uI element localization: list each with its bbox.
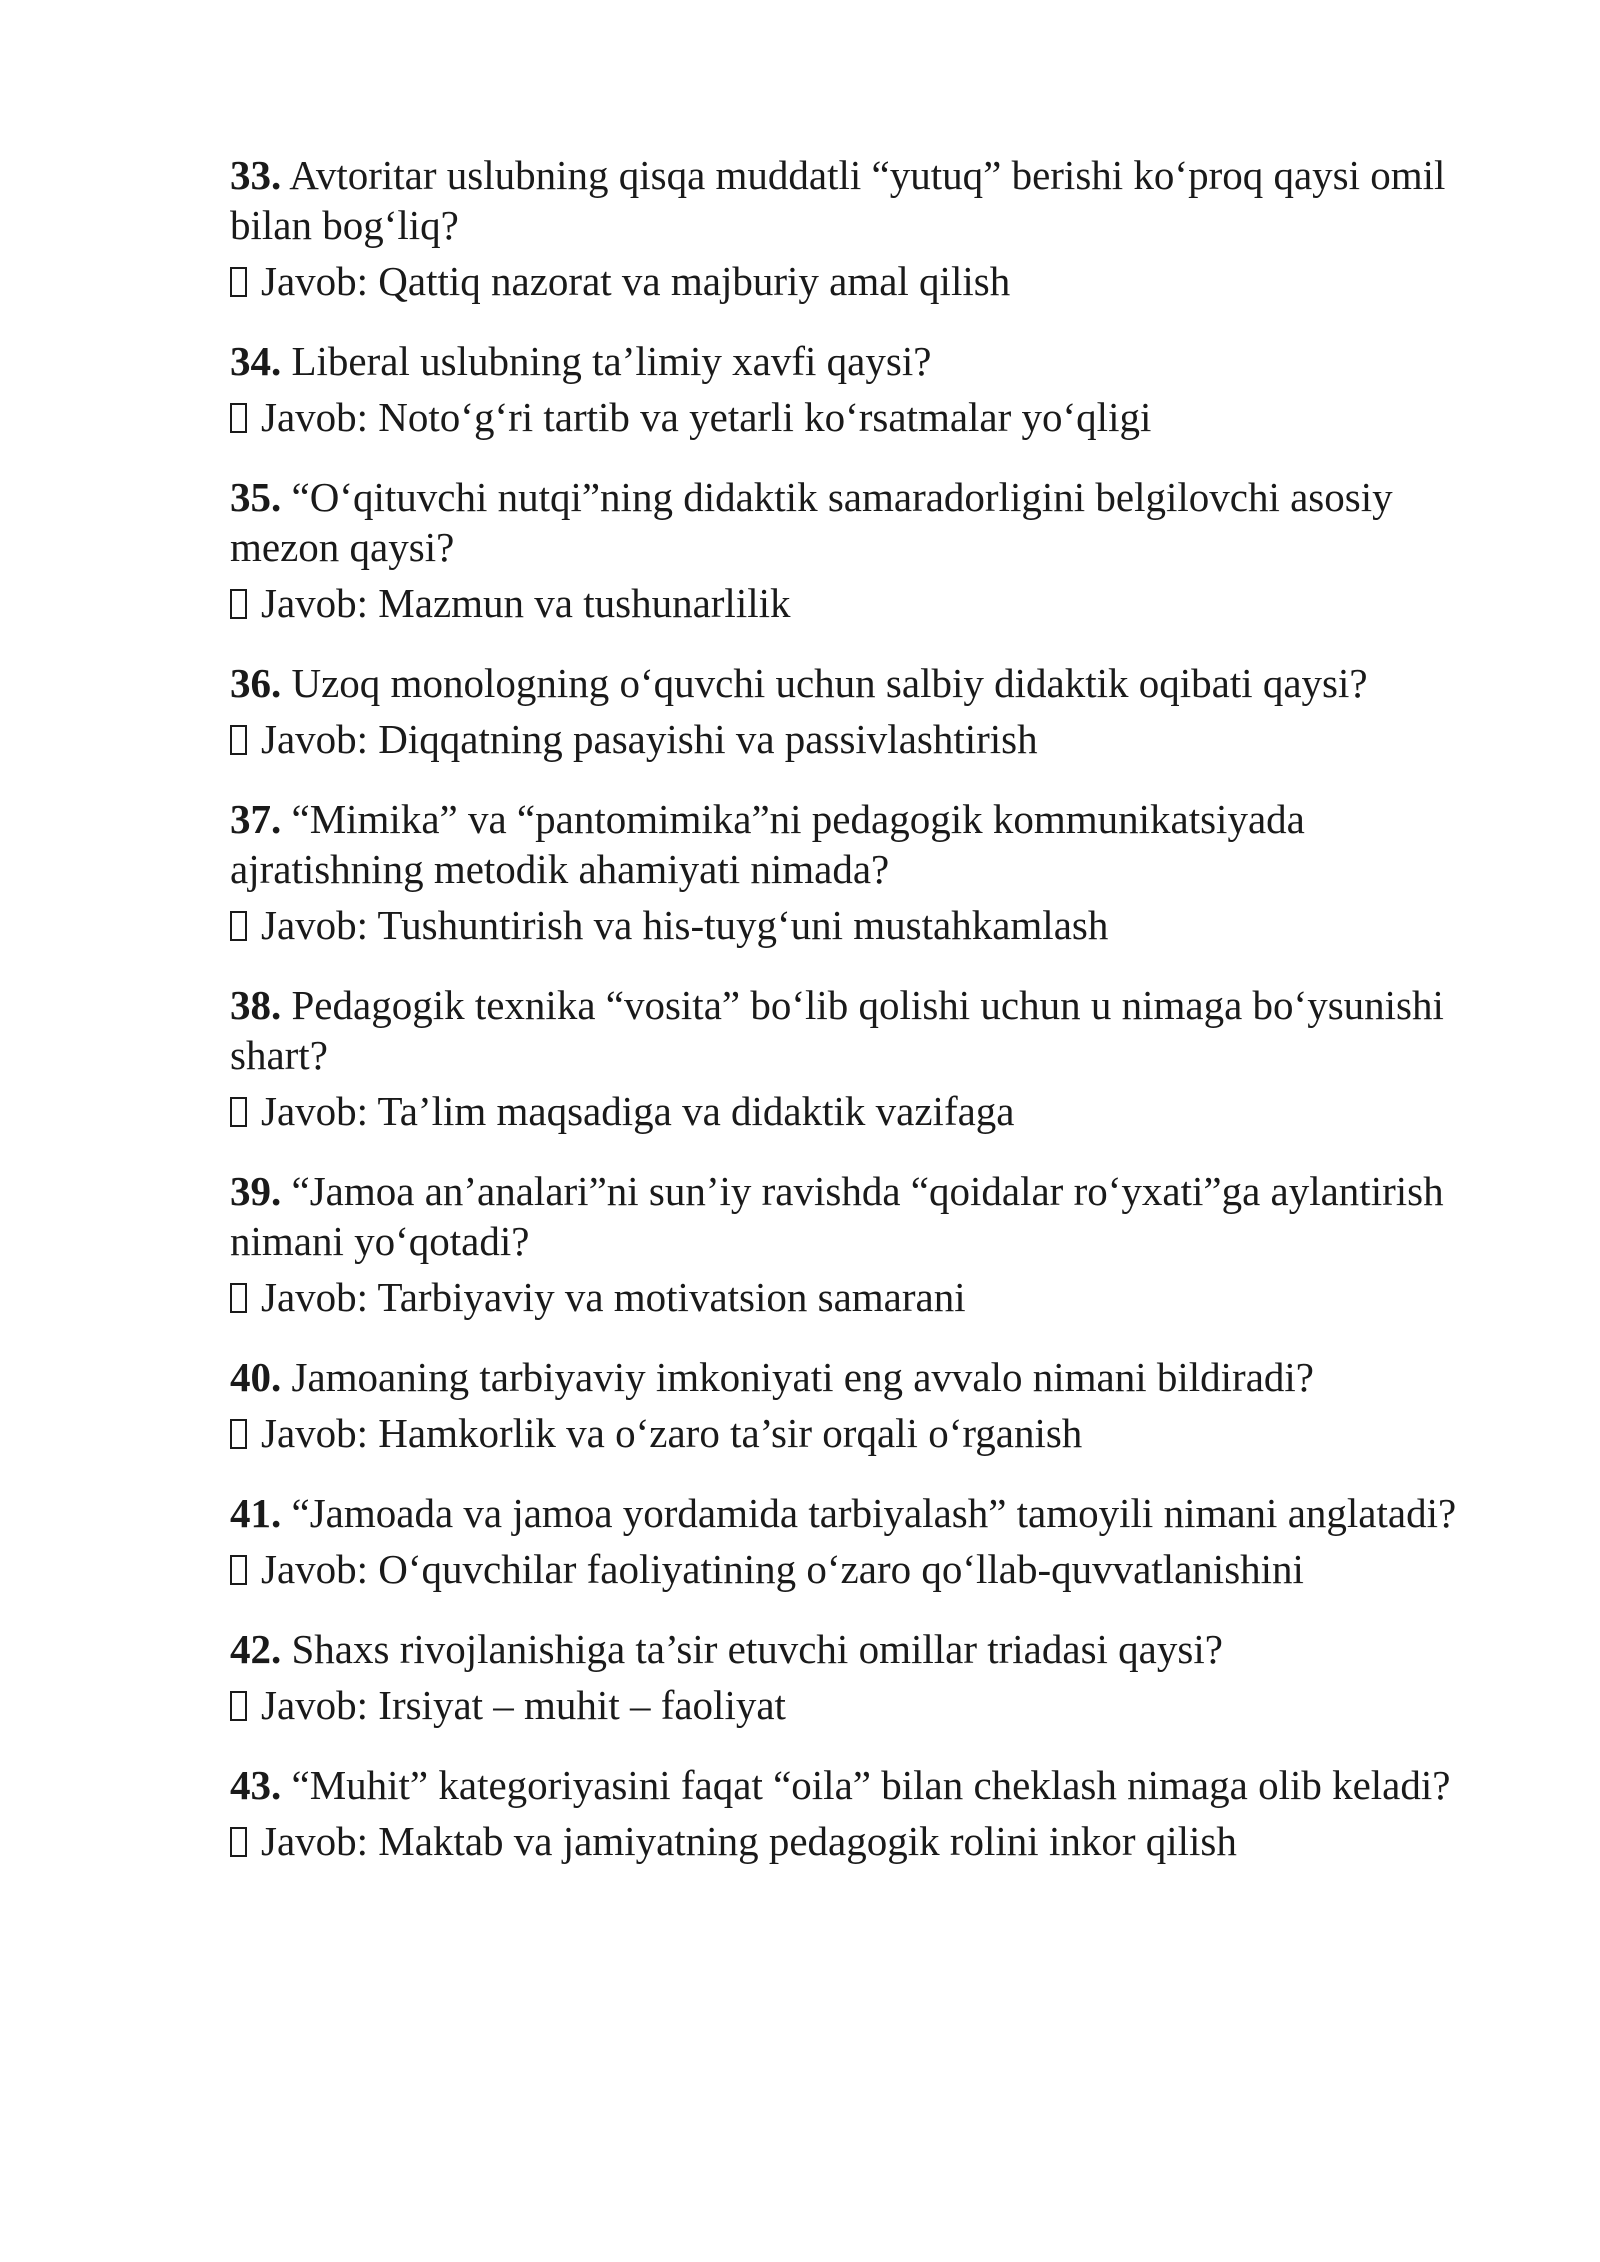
question-text [230,980,1470,1080]
question-body: “Muhit” kategoriyasini faqat “oila” bilan cheklash nimaga olib keladi? [291,1762,1451,1808]
question-text [230,1166,1470,1266]
question-number: 41. [230,1490,282,1536]
answer-line [230,1408,1470,1458]
question-item-37 [230,794,1470,950]
answer-text: Javob: Tarbiyaviy va motivatsion samarani [261,1274,966,1320]
question-body: Shaxs rivojlanishiga ta’sir etuvchi omillar triadasi qaysi? [291,1626,1223,1672]
missing-glyph-icon [230,1283,247,1313]
question-body: “Mimika” va “pantomimika”ni pedagogik kommunikatsiyada ajratishning metodik ahamiyati nimada? [230,796,1305,892]
question-number: 42. [230,1626,282,1672]
answer-text: Javob: Mazmun va tushunarlilik [261,580,791,626]
question-item-40 [230,1352,1470,1458]
question-text [230,1760,1470,1810]
question-number: 33. [230,152,282,198]
missing-glyph-icon [230,589,247,619]
question-item-35 [230,472,1470,628]
answer-line [230,1816,1470,1866]
answer-line [230,1544,1470,1594]
question-number: 36. [230,660,282,706]
question-text [230,336,1470,386]
question-item-42 [230,1624,1470,1730]
missing-glyph-icon [230,1827,247,1857]
question-item-34 [230,336,1470,442]
question-item-41 [230,1488,1470,1594]
question-item-36 [230,658,1470,764]
question-text [230,150,1470,250]
missing-glyph-icon [230,1097,247,1127]
question-body: Avtoritar uslubning qisqa muddatli “yutuq” berishi ko‘proq qaysi omil bilan bog‘liq? [230,152,1446,248]
answer-text: Javob: Qattiq nazorat va majburiy amal qilish [261,258,1011,304]
answer-line [230,714,1470,764]
answer-line [230,578,1470,628]
missing-glyph-icon [230,725,247,755]
question-text [230,1352,1470,1402]
answer-text: Javob: O‘quvchilar faoliyatining o‘zaro qo‘llab-quvvatlanishini [261,1546,1304,1592]
question-item-33 [230,150,1470,306]
question-number: 35. [230,474,282,520]
question-body: “Jamoada va jamoa yordamida tarbiyalash” tamoyili nimani anglatadi? [291,1490,1457,1536]
question-text [230,472,1470,572]
question-number: 43. [230,1762,282,1808]
answer-line [230,256,1470,306]
question-text [230,794,1470,894]
missing-glyph-icon [230,1419,247,1449]
document-page [230,150,1470,1896]
answer-text: Javob: Tushuntirish va his-tuyg‘uni mustahkamlash [261,902,1109,948]
question-body: “Jamoa an’analari”ni sun’iy ravishda “qoidalar ro‘yxati”ga aylantirish nimani yo‘qotadi? [230,1168,1444,1264]
answer-text: Javob: Ta’lim maqsadiga va didaktik vazifaga [261,1088,1015,1134]
question-body: Pedagogik texnika “vosita” bo‘lib qolishi uchun u nimaga bo‘ysunishi shart? [230,982,1444,1078]
answer-text: Javob: Diqqatning pasayishi va passivlashtirish [261,716,1038,762]
question-text [230,658,1470,708]
question-number: 40. [230,1354,282,1400]
answer-line [230,1272,1470,1322]
question-number: 39. [230,1168,282,1214]
answer-line [230,392,1470,442]
question-item-38 [230,980,1470,1136]
question-item-39 [230,1166,1470,1322]
answer-text: Javob: Noto‘g‘ri tartib va yetarli ko‘rsatmalar yo‘qligi [261,394,1152,440]
answer-line [230,1086,1470,1136]
question-body: Liberal uslubning ta’limiy xavfi qaysi? [291,338,932,384]
answer-line [230,900,1470,950]
missing-glyph-icon [230,403,247,433]
question-text [230,1488,1470,1538]
missing-glyph-icon [230,1691,247,1721]
question-body: Jamoaning tarbiyaviy imkoniyati eng avvalo nimani bildiradi? [291,1354,1314,1400]
answer-text: Javob: Irsiyat – muhit – faoliyat [261,1682,786,1728]
missing-glyph-icon [230,1555,247,1585]
question-number: 37. [230,796,282,842]
answer-text: Javob: Maktab va jamiyatning pedagogik rolini inkor qilish [261,1818,1237,1864]
question-number: 34. [230,338,282,384]
missing-glyph-icon [230,267,247,297]
question-number: 38. [230,982,282,1028]
question-item-43 [230,1760,1470,1866]
answer-text: Javob: Hamkorlik va o‘zaro ta’sir orqali o‘rganish [261,1410,1083,1456]
question-body: “O‘qituvchi nutqi”ning didaktik samaradorligini belgilovchi asosiy mezon qaysi? [230,474,1393,570]
question-text [230,1624,1470,1674]
missing-glyph-icon [230,911,247,941]
question-body: Uzoq monologning o‘quvchi uchun salbiy didaktik oqibati qaysi? [291,660,1368,706]
answer-line [230,1680,1470,1730]
